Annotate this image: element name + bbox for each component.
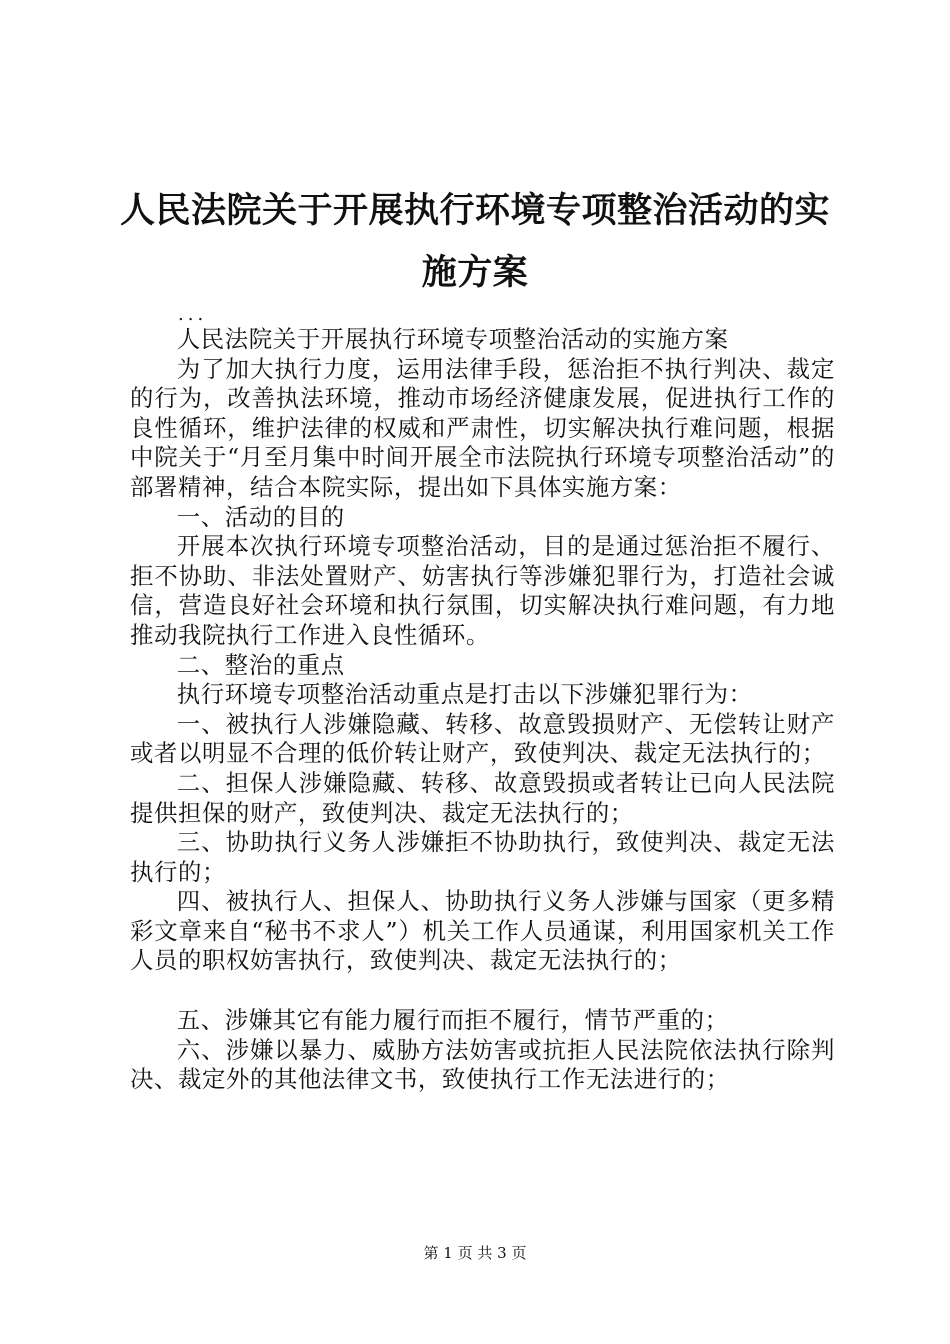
heading-purpose: 一、活动的目的 <box>176 502 345 531</box>
list-item-3: 三、协助执行义务人涉嫌拒不协助执行，致使判决、裁定无法执行的； <box>130 828 835 886</box>
document-body <box>130 325 835 1095</box>
list-item-6: 六、涉嫌以暴力、威胁方法妨害或抗拒人民法院依法执行除判决、裁定外的其他法律文书，致使执行工作无法进行的； <box>130 1035 835 1094</box>
ellipsis-marker: ... <box>178 304 208 325</box>
paragraph-subtitle: 人民法院关于开展执行环境专项整治活动的实施方案 <box>176 325 729 353</box>
title-line-2: 施方案 <box>421 253 529 293</box>
paragraph-intro: 为了加大执行力度，运用法律手段，惩治拒不执行判决、裁定的行为，改善执法环境，推动市场经济健康发展，促进执行工作的良性循环，维护法律的权威和严肃性，切实解决执行难问题，根据中院关于“月至月集中时间开展全市法院执行环境专项整治活动”的部署精神，结合本院实际，提出如下具体实施方案： <box>130 354 835 501</box>
list-item-5: 五、涉嫌其它有能力履行而拒不履行，情节严重的； <box>176 1006 729 1035</box>
page-footer: 第 1 页 共 3 页 <box>423 1244 527 1262</box>
document-title <box>110 180 840 304</box>
heading-focus: 二、整治的重点 <box>176 650 345 679</box>
list-item-1: 一、被执行人涉嫌隐藏、转移、故意毁损财产、无偿转让财产或者以明显不合理的低价转让财产，致使判决、裁定无法执行的； <box>130 709 835 768</box>
list-item-2: 二、担保人涉嫌隐藏、转移、故意毁损或者转让已向人民法院提供担保的财产，致使判决、裁定无法执行的； <box>130 768 835 827</box>
title-line-1: 人民法院关于开展执行环境专项整治活动的实 <box>119 191 830 231</box>
paragraph-focus-intro: 执行环境专项整治活动重点是打击以下涉嫌犯罪行为： <box>176 680 753 709</box>
paragraph-purpose: 开展本次执行环境专项整治活动，目的是通过惩治拒不履行、拒不协助、非法处置财产、妨害执行等涉嫌犯罪行为，打造社会诚信，营造良好社会环境和执行氛围，切实解决执行难问题，有力地推动我院执行工作进入良性循环。 <box>130 532 835 649</box>
list-item-4: 四、被执行人、担保人、协助执行义务人涉嫌与国家（更多精彩文章来自“秘书不求人”）机关工作人员通谋，利用国家机关工作人员的职权妨害执行，致使判决、裁定无法执行的； <box>130 887 835 975</box>
